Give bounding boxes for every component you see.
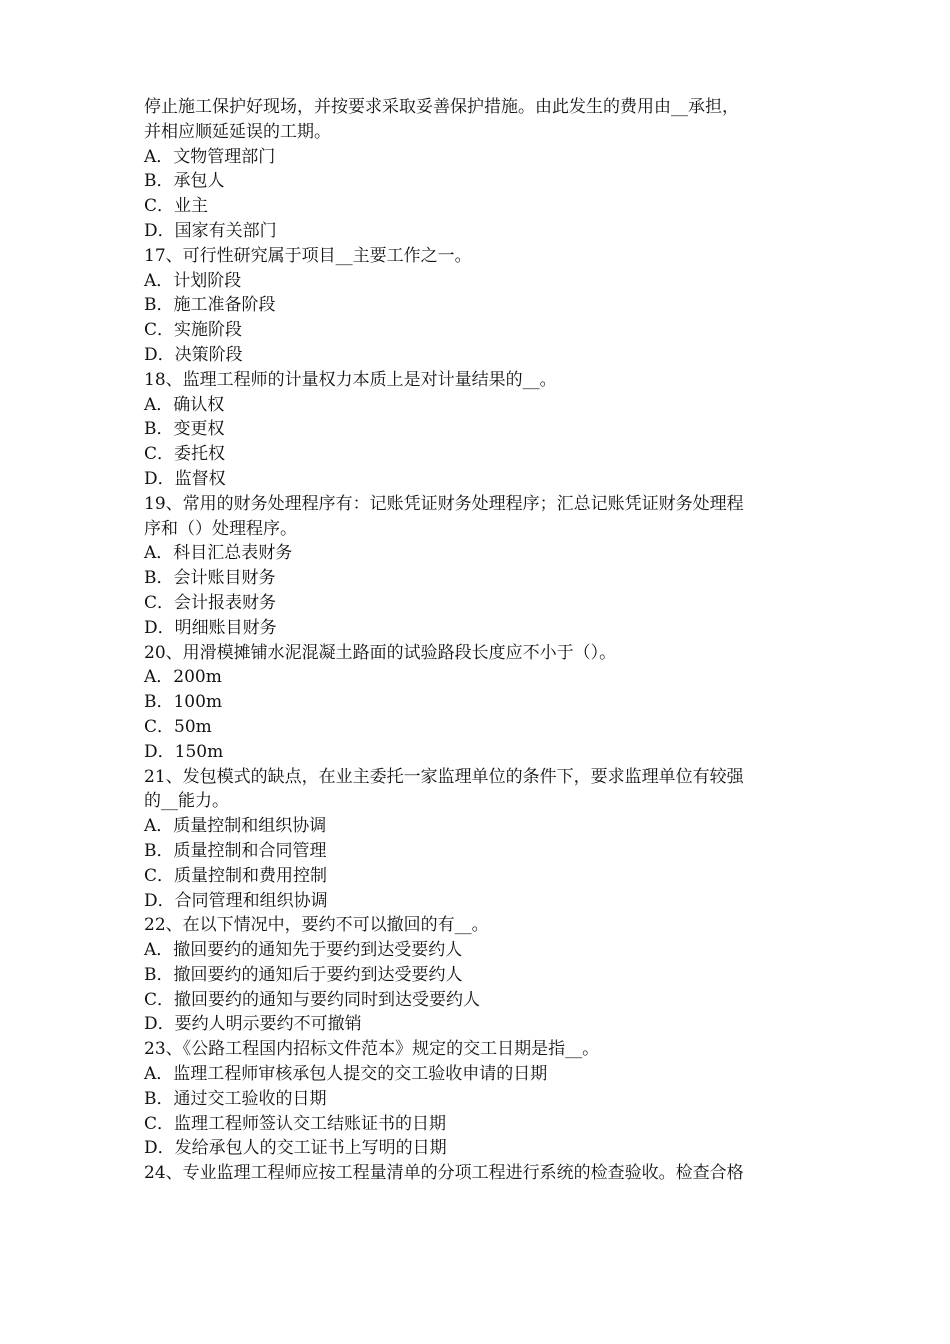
option-line: A．200m (144, 667, 222, 688)
option-line: D．决策阶段 (144, 344, 243, 365)
option-line: B．100m (144, 692, 223, 713)
option-line: D．合同管理和组织协调 (144, 890, 328, 911)
option-line: C．实施阶段 (144, 320, 243, 341)
option-line: C．监理工程师签认交工结账证书的日期 (144, 1113, 447, 1134)
question-24: 24、专业监理工程师应按工程量清单的分项工程进行系统的检查验收。检查合格 (144, 1163, 744, 1184)
option-line: A．确认权 (144, 394, 225, 415)
option-line: A．撤回要约的通知先于要约到达受要约人 (144, 940, 463, 961)
option-line: D．监督权 (144, 468, 226, 489)
option-line: B．撤回要约的通知后于要约到达受要约人 (144, 964, 463, 985)
option-line: B．施工准备阶段 (144, 295, 276, 316)
option-line: C．50m (144, 716, 212, 737)
text-line: 停止施工保护好现场，并按要求采取妥善保护措施。由此发生的费用由__承担， (144, 97, 739, 117)
option-line: A．质量控制和组织协调 (144, 816, 327, 837)
option-line: C．撤回要约的通知与要约同时到达受要约人 (144, 989, 481, 1010)
option-line: B．质量控制和合同管理 (144, 840, 327, 861)
option-line: D．要约人明示要约不可撤销 (144, 1014, 362, 1035)
option-line: C．会计报表财务 (144, 592, 277, 613)
option-line: D．发给承包人的交工证书上写明的日期 (144, 1138, 447, 1159)
question-20: 20、用滑模摊铺水泥混凝土路面的试验路段长度应不小于（）。 (144, 642, 617, 663)
option-line: B．通过交工验收的日期 (144, 1088, 327, 1109)
option-line: D．150m (144, 741, 224, 762)
document-page (144, 95, 814, 1186)
question-19: 19、常用的财务处理程序有：记账凭证财务处理程序；汇总记账凭证财务处理程 (144, 493, 744, 514)
option-line: C．委托权 (144, 444, 226, 465)
question-21: 21、发包模式的缺点，在业主委托一家监理单位的条件下，要求监理单位有较强 (144, 766, 744, 787)
option-line: C．质量控制和费用控制 (144, 865, 328, 886)
question-22: 22、在以下情况中，要约不可以撤回的有__。 (144, 915, 489, 936)
text-line: 并相应顺延延误的工期。 (144, 121, 331, 142)
option-line: D．国家有关部门 (144, 220, 277, 241)
option-line: A．计划阶段 (144, 270, 242, 291)
question-23: 23、《公路工程国内招标文件范本》规定的交工日期是指__。 (144, 1039, 600, 1060)
option-line: D．明细账目财务 (144, 617, 277, 638)
option-line: B．变更权 (144, 419, 225, 440)
option-line: A．科目汇总表财务 (144, 543, 293, 564)
text-line: 序和（）处理程序。 (144, 518, 297, 539)
option-line: B．会计账目财务 (144, 568, 276, 589)
text-line: 的__能力。 (144, 791, 229, 812)
option-line: A．监理工程师审核承包人提交的交工验收申请的日期 (144, 1064, 548, 1085)
question-17: 17、可行性研究属于项目__主要工作之一。 (144, 245, 472, 266)
option-line: B．承包人 (144, 171, 225, 192)
option-line: C．业主 (144, 196, 209, 217)
option-line: A．文物管理部门 (144, 146, 276, 167)
question-18: 18、监理工程师的计量权力本质上是对计量结果的__。 (144, 369, 557, 390)
